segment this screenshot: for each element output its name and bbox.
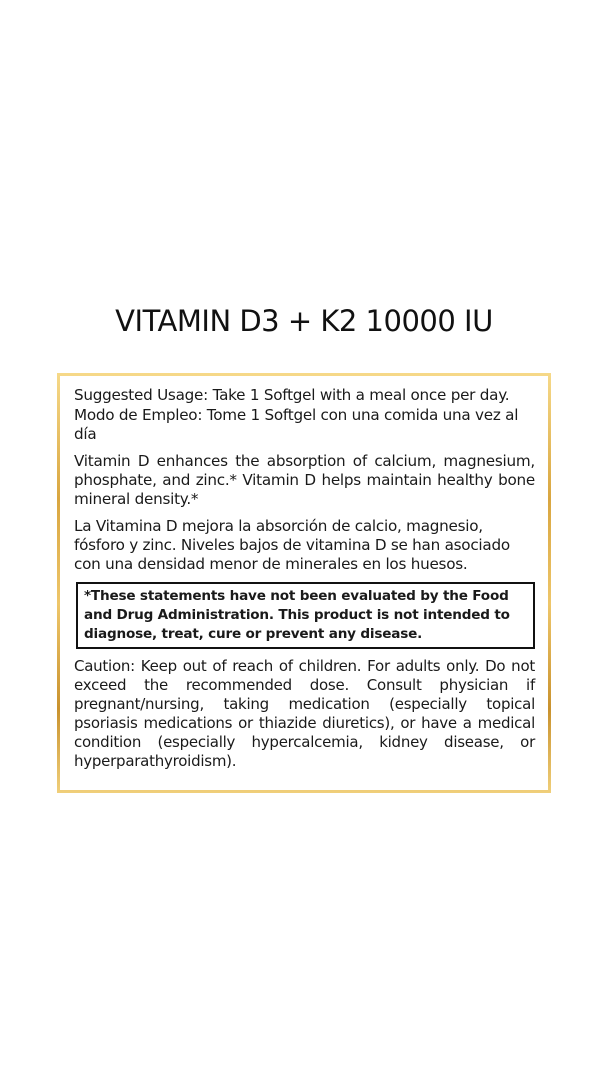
vitamin-d-english-label: Vitamin D [74,452,150,470]
product-title: VITAMIN D3 + K2 10000 IU [115,304,493,338]
fda-disclaimer-box: *These statements have not been evaluated by the Food and Drug Administration. This product is not intended to diagnose, treat, cure or prevent any disease. [76,582,535,649]
vitamin-d-spanish-text: mejora la absorción de calcio, magnesio, fósforo y zinc. Niveles bajos de vitamina D se han asociado con una densidad menor de minerales en los huesos. [74,517,510,573]
suggested-usage-text: Take 1 Softgel with a meal once per day. [208,386,510,404]
suggested-usage-label: Suggested Usage: [74,386,209,404]
caution-text: Caution: Keep out of reach of children. For adults only. Do not exceed the recommended dose. Consult physician if pregnant/nursing, taking medication (especially topical psoriasis medications or thiazide diuretics), or have a medical condition (especially hypercalcemia, kidney disease, or hyperparathyroidism). [74,657,535,770]
vitamin-d-english [74,452,535,509]
vitamin-d-english-text: enhances the absorption of calcium, magnesium, phosphate, and zinc.* Vitamin D helps maintain healthy bone mineral density.* [74,452,536,508]
modo-de-empleo [74,406,535,444]
vitamin-d-spanish [74,517,535,574]
gold-border-frame [57,373,551,793]
modo-de-empleo-label: Modo de Empleo: [74,406,203,424]
label-panel [60,376,548,790]
suggested-usage [74,386,535,405]
vitamin-d-spanish-label: La Vitamina D [74,517,178,535]
modo-de-empleo-text: Tome 1 Softgel con una comida una vez al día [74,406,519,443]
